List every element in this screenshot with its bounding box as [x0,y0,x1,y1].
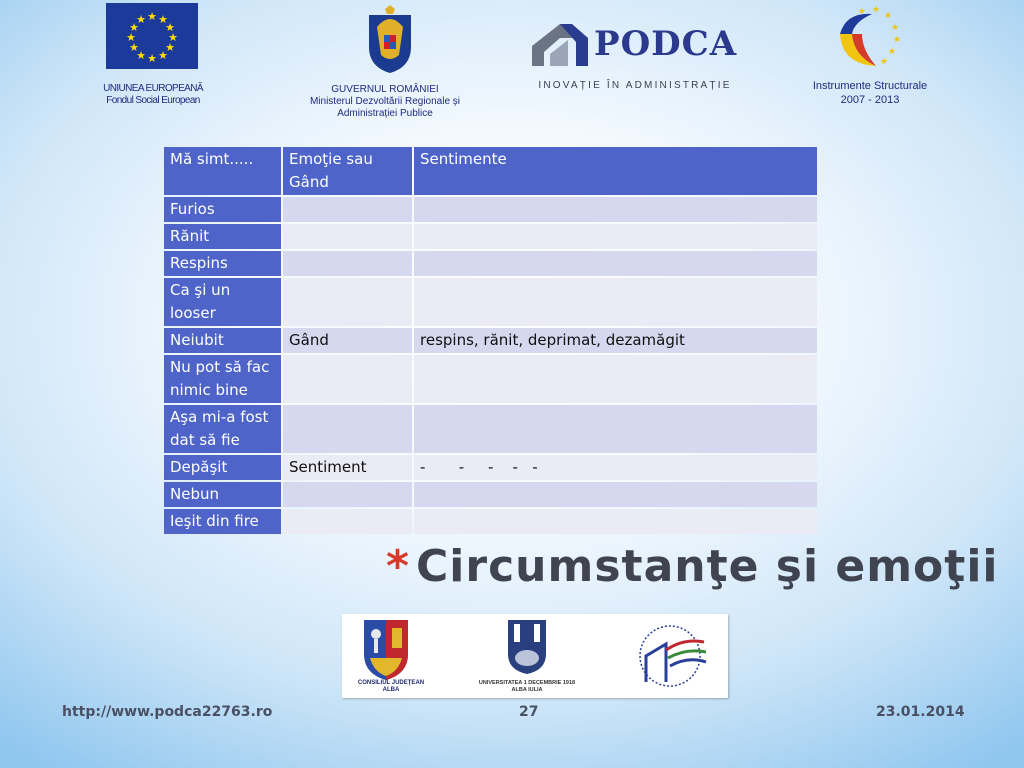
svg-text:★: ★ [129,41,139,54]
is-caption-line2: 2007 - 2013 [840,94,900,106]
row-label: Nu pot să fac nimic bine [164,355,281,403]
gov-caption-line3: Administrației Publice [337,108,433,119]
table-row [164,278,817,326]
svg-text:★: ★ [168,31,178,44]
svg-text:★: ★ [857,7,867,17]
row-emotion-cell: Gând [283,328,412,353]
eu-logo [106,3,198,69]
uab-caption-line2: ALBA IULIA [511,687,543,693]
cj-caption-line1: CONSILIUL JUDEŢEAN [357,680,425,686]
table-row [164,328,817,353]
eu-caption [86,83,220,107]
eu-flag-icon [106,3,198,69]
row-feelings-cell [414,482,817,507]
uab-caption [462,680,592,694]
row-feelings-cell [414,197,817,222]
table-row [164,224,817,249]
svg-text:★: ★ [147,52,157,65]
row-feelings-cell: respins, rănit, deprimat, dezamăgit [414,328,817,353]
is-caption [800,79,940,107]
row-emotion-cell [283,197,412,222]
header-emotie-gand: Emoţie sau Gând [283,147,412,195]
row-label: Furios [164,197,281,222]
svg-text:★: ★ [126,31,136,44]
row-feelings-cell: - - - - - [414,455,817,480]
svg-text:★: ★ [887,47,897,57]
podca-emblem-icon [530,20,594,68]
table-row [164,405,817,453]
podca-tagline: INOVAȚIE ÎN ADMINISTRAȚIE [538,80,732,91]
is-caption-line1: Instrumente Structurale [812,80,928,92]
svg-text:★: ★ [147,10,157,23]
cj-caption-line2: ALBA [382,687,400,693]
eu-caption-line2: Fondul Social European [106,95,200,106]
row-label: Rănit [164,224,281,249]
row-feelings-cell [414,355,817,403]
row-label: Neiubit [164,328,281,353]
row-emotion-cell [283,482,412,507]
table-row [164,509,817,534]
header-sentimente: Sentimente [414,147,817,195]
row-feelings-cell [414,509,817,534]
row-emotion-cell [283,224,412,249]
svg-text:★: ★ [158,13,168,26]
row-label: Ieşit din fire [164,509,281,534]
eu-caption-line1: UNIUNEA EUROPEANĂ [103,83,203,94]
row-emotion-cell [283,509,412,534]
svg-text:★: ★ [883,11,893,21]
svg-text:★: ★ [158,49,168,62]
cj-alba-shield-icon [356,618,426,682]
svg-text:★: ★ [879,57,889,67]
row-feelings-cell [414,224,817,249]
svg-text:★: ★ [892,35,902,45]
table-row [164,355,817,403]
podca-name: PODCA [594,24,738,64]
row-emotion-cell: Sentiment [283,455,412,480]
cj-caption [346,680,436,694]
university-crest-icon [502,618,552,676]
row-emotion-cell [283,278,412,326]
row-feelings-cell [414,251,817,276]
svg-text:★: ★ [165,41,175,54]
gov-caption-line2: Ministerul Dezvoltării Regionale și [309,96,461,107]
table-row [164,482,817,507]
svg-text:★: ★ [136,13,146,26]
footer-date: 23.01.2014 [876,704,965,720]
structural-instruments-icon [832,4,906,70]
svg-text:★: ★ [129,21,139,34]
row-emotion-cell [283,405,412,453]
svg-text:★: ★ [165,21,175,34]
row-emotion-cell [283,251,412,276]
row-label: Respins [164,251,281,276]
instrumente-structurale-logo [832,4,906,70]
uab-caption-line1: UNIVERSITATEA 1 DECEMBRIE 1918 [478,680,576,686]
gov-caption [290,84,480,120]
row-label: Ca şi un looser [164,278,281,326]
svg-text:★: ★ [136,49,146,62]
romania-coat-of-arms [365,5,415,75]
svg-text:★: ★ [871,5,881,15]
row-emotion-cell [283,355,412,403]
emotions-table [162,145,819,536]
gov-caption-line1: GUVERNUL ROMÂNIEI [331,84,439,95]
partners-logo-strip [342,614,728,698]
podca-logo [530,20,740,70]
page-number: 27 [519,704,539,720]
slide-title [386,541,998,592]
row-label: Depăşit [164,455,281,480]
row-label: Nebun [164,482,281,507]
row-feelings-cell [414,405,817,453]
third-partner-emblem-icon [632,620,712,690]
table-row [164,251,817,276]
table-row [164,197,817,222]
coat-of-arms-icon [365,5,415,75]
title-bullet-icon: * [386,541,411,592]
row-label: Aşa mi-a fost dat să fie [164,405,281,453]
footer-url[interactable]: http://www.podca22763.ro [62,704,273,720]
header-ma-simt: Mă simt..... [164,147,281,195]
slide-title-text: Circumstanţe şi emoţii [416,541,999,592]
table-row [164,455,817,480]
svg-text:★: ★ [890,23,900,33]
table-header-row [164,147,817,195]
row-feelings-cell [414,278,817,326]
